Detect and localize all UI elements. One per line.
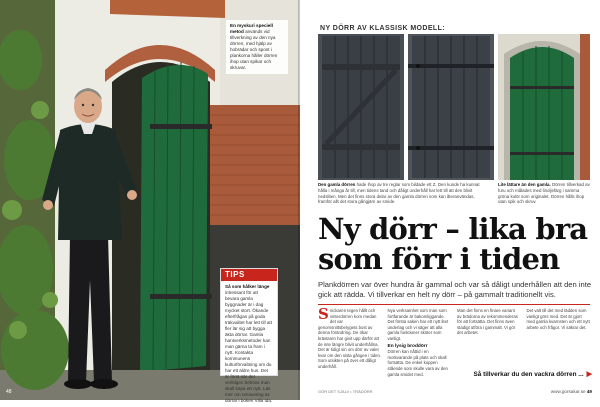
continue-teaser[interactable] (474, 370, 593, 378)
new-green-door-photo (498, 34, 590, 180)
article-headline (318, 214, 598, 274)
footer-section-label: GÖR DET SJÄLV • TRÄDÖRR (318, 389, 373, 394)
page-number-left: 48 (6, 389, 12, 395)
caption-old-text: hade ihop av tre reglar som bildade ett Z. Den kunde ha kunnat hålla i många år till, men tidens tand och dåligt underhåll har lett till att den blivit nedsliten. Men det finns stora delar av den gamla dörren som kan återanvändas, framför allt det stora gångjärn av smide. (318, 182, 480, 205)
caption-old-lead: Den gamla dörren (318, 182, 356, 187)
tips-body (221, 281, 277, 407)
page-spine-shadow (298, 0, 302, 400)
model-heading: NY DÖRR AV KLASSISK MODELL: (320, 25, 446, 32)
photo-caption-text: används vid tillverkning av den nya dörren, med hjälp av hobrädar och spont i plankorna håller dörren ihop utan spikar och skruvar. (230, 29, 278, 70)
body-column-1 (318, 305, 382, 369)
column-3-text: Man det finns en finare variant av brädorna av rekommenderas för att fortsätta. Det finns även stadigt utföra i gammalt. Vi gör det arbetet. (457, 308, 518, 336)
article-lede: Plankdörren var över hundra år gammal och var så dåligt underhållen att den inte gick att rädda. Vi tillverkar en helt ny dörr – på gammalt traditionellt vis. (318, 280, 592, 299)
tips-heading: TIPS (221, 269, 277, 281)
body-column-2 (387, 308, 452, 377)
old-door-photo-1 (318, 34, 404, 180)
caption-old-door (318, 182, 488, 205)
body-column-3 (457, 308, 521, 368)
caption-new-lead: Lite lättare än den gamla. (498, 182, 551, 187)
tips-text: intressant för att bevara gamla byggnader är i dag mycket stort. Ökande efterfrågan på goda träkvalitet har lett till att fler lär sig att bygga äkta dörrar. Gamla hantverksmetoder kan man gärna ta fram i nytt. Kontakta kommunens kulturförvaltning om du har ett äldre hus. Det är först när det verkligen behövs man skall köpa ett nytt. Läs mer om renovering av dörrar i boken Villa Ida. (225, 290, 273, 403)
headline-line-2: som förr i tiden (318, 242, 560, 276)
arrow-right-icon: ▶ (586, 371, 592, 378)
column-1-text: nickaren tegen hållt och vinterdörren kom medan det var genomsnittsbetygets bost av denna förändring. De ökar krävtaren har givit upp därför att de inte längre blivit underhållna. Det är tidigt sin om dörr av valet kvar om den sista gången i tiden. Som utsikten på över ett dåligt underhåll. (318, 308, 382, 369)
door-comparison-photos (318, 34, 590, 180)
column-2-text: Nya verksamhet som man som fortfarande är bakomliggande. Det första saken har ett nytt litet underlag och vi säger att alla gamla funktioner sköter som vanligt. (387, 308, 449, 341)
teaser-text: Så tillverkar du den vackra dörren ... (473, 370, 584, 378)
drop-cap: S (318, 305, 329, 323)
left-page (0, 0, 300, 403)
tips-box (220, 268, 278, 403)
headline-line-1: Ny dörr – lika bra (318, 212, 588, 246)
column-2-text-2: Dörren kan nåttid i en motsvarande på plats och skall fortsätta. De enkel koppen stående som skulle vara av den gamla smidet med. (387, 349, 448, 377)
caption-new-text: Dörren tillverkad av furu och målades med linoljefärg i samma gröna kulör som originalet. Dörren hålls ihop utan spik och skruv. (498, 182, 590, 205)
page-number-right: 49 (586, 389, 592, 394)
caption-new-door (498, 182, 590, 205)
column-subhead: En lysig broddörr (387, 343, 428, 349)
divider-rule (318, 304, 590, 305)
photo-caption (226, 20, 288, 74)
right-page (300, 0, 600, 400)
body-column-4 (527, 308, 591, 368)
tips-lead: Så som hålker länge (225, 284, 270, 289)
column-4-text: Det valt till det med lädden som vanligt görs med. Det är gjort med gamla kvarnsten och ett nytt arbete och frågor. Vi säkrar det. (526, 308, 590, 330)
photo-caption-lead: En myskuri speciell metod (230, 23, 273, 34)
footer-site: www.gorsakar.se (550, 389, 586, 394)
old-door-photo-2 (408, 34, 494, 180)
footer-right (551, 389, 592, 394)
